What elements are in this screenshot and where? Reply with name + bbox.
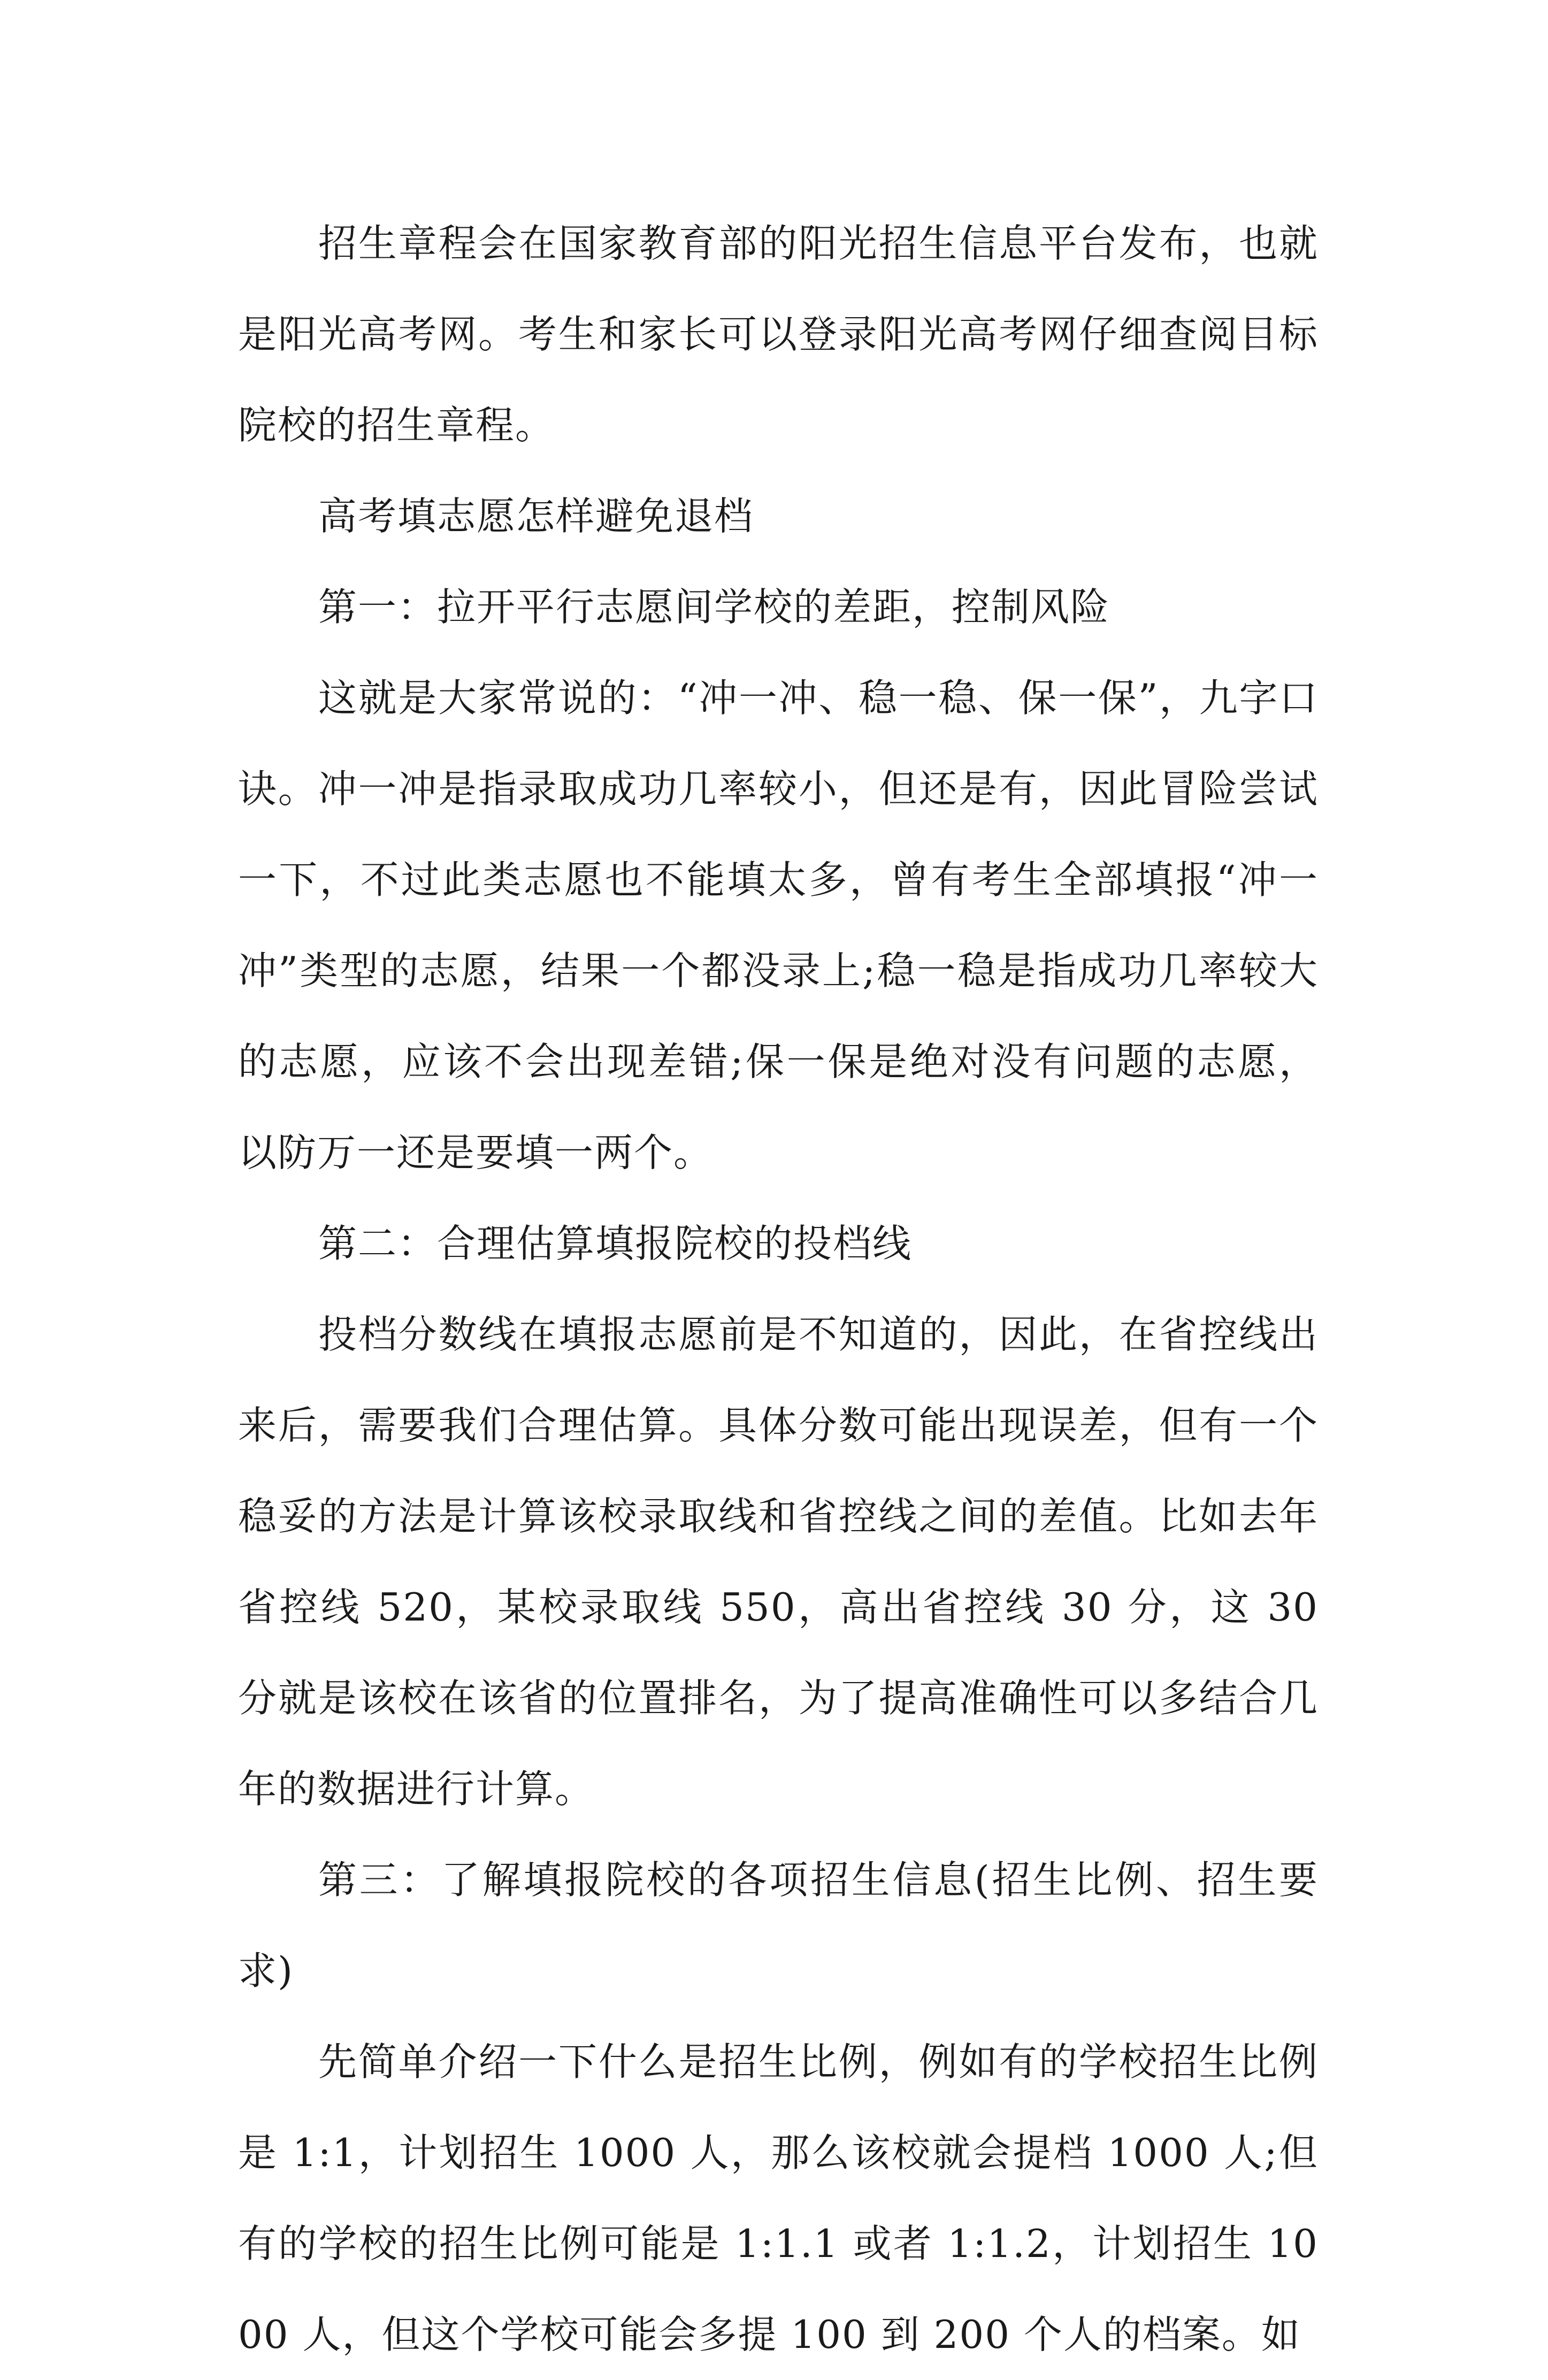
paragraph-point-three-title: 第三：了解填报院校的各项招生信息(招生比例、招生要求) <box>238 1857 1319 1993</box>
paragraph-point-one-title: 第一：拉开平行志愿间学校的差距，控制风险 <box>318 585 1110 629</box>
paragraph-admission-charter: 招生章程会在国家教育部的阳光招生信息平台发布，也就是阳光高考网。考生和家长可以登录阳光高考网仔细查阅目标院校的招生章程。 <box>238 221 1319 448</box>
paragraph-heading-avoid-rejection: 高考填志愿怎样避免退档 <box>318 494 754 539</box>
paragraph-point-two-title: 第二：合理估算填报院校的投档线 <box>318 1221 913 1266</box>
paragraph-point-two-body: 投档分数线在填报志愿前是不知道的，因此，在省控线出来后，需要我们合理估算。具体分数可能出现误差，但有一个稳妥的方法是计算该校录取线和省控线之间的差值。比如去年省控线 520，某校录取线 550，高出省控线 30 分，这 30 分就是该校在该省的位置排名，为了提高准确性可以多结合几年的数据进行计算。 <box>238 1312 1319 1811</box>
paragraph-point-one-body: 这就是大家常说的：“冲一冲、稳一稳、保一保”，九字口诀。冲一冲是指录取成功几率较小，但还是有，因此冒险尝试一下，不过此类志愿也不能填太多，曾有考生全部填报“冲一冲”类型的志愿，结果一个都没录上;稳一稳是指成功几率较大的志愿，应该不会出现差错;保一保是绝对没有问题的志愿，以防万一还是要填一两个。 <box>238 675 1319 1175</box>
body-text <box>238 198 1319 2380</box>
paragraph-point-three-body: 先简单介绍一下什么是招生比例，例如有的学校招生比例是 1:1，计划招生 1000 人，那么该校就会提档 1000 人;但有的学校的招生比例可能是 1:1.1 或者 1:1.2，计划招生 1000 人，但这个学校可能会多提 100 到 200 个人的档案。如 <box>238 2039 1319 2357</box>
